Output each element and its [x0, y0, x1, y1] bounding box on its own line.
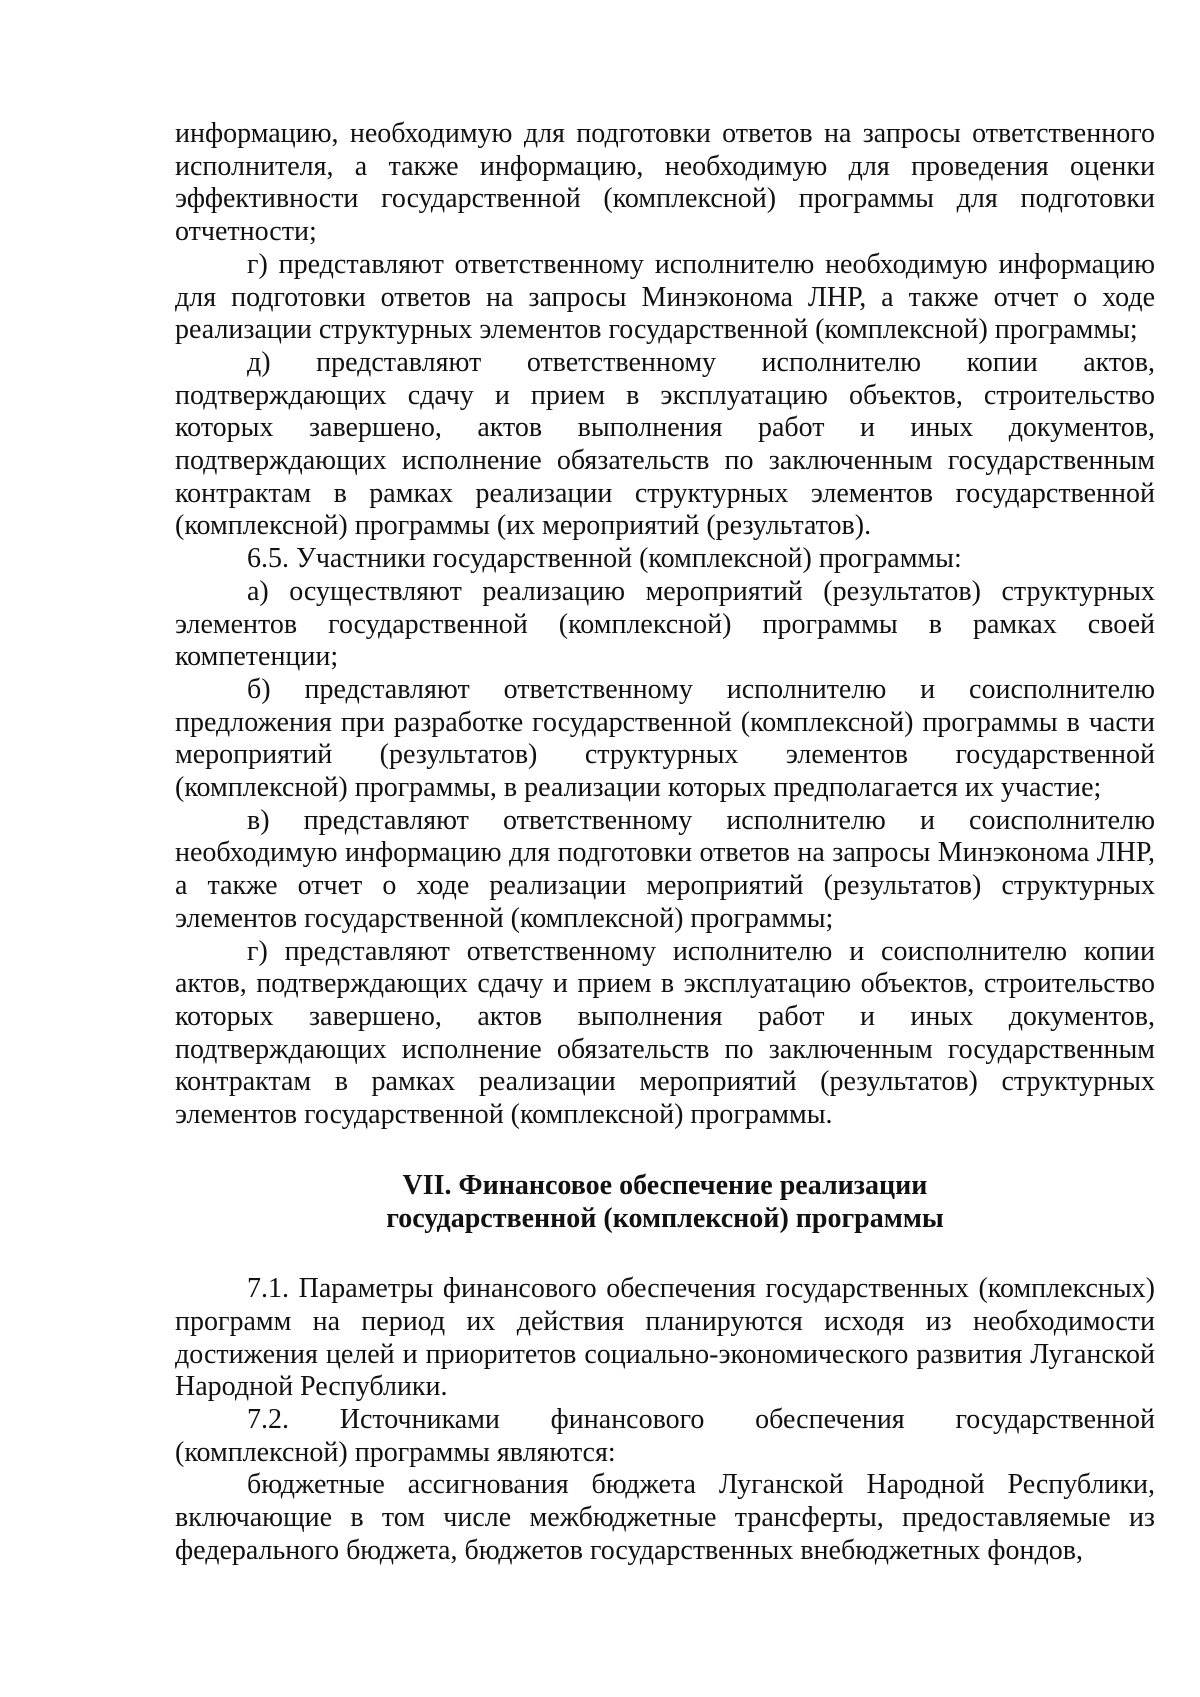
- paragraph-7-2: 7.2. Источниками финансового обеспечения государственной (комплексной) программы являются:: [175, 1404, 1155, 1468]
- paragraph-item-g: г) представляют ответственному исполнителю необходимую информацию для подготовки ответов на запросы Минэконома ЛНР, а также отчет о ходе реализации структурных элементов государственной (комплексной) программы;: [175, 248, 1155, 346]
- paragraph-6-5-item-v: в) представляют ответственному исполнителю и соисполнителю необходимую информацию для подготовки ответов на запросы Минэконома ЛНР, а также отчет о ходе реализации мероприятий (результатов) структурных элементов государственной (комплексной) программы;: [175, 804, 1155, 934]
- document-page: [175, 118, 1155, 1568]
- paragraph-6-5: 6.5. Участники государственной (комплексной) программы:: [247, 543, 962, 575]
- section-heading-line-1: VII. Финансовое обеспечение реализации: [402, 1169, 928, 1201]
- section-heading-line-2: государственной (комплексной) программы: [386, 1202, 944, 1234]
- paragraph-budget-sources: бюджетные ассигнования бюджета Луганской Народной Республики, включающие в том числе межбюджетные трансферты, предоставляемые из федерального бюджета, бюджетов государственных внебюджетных фондов,: [175, 1469, 1155, 1566]
- paragraph-continuation: информацию, необходимую для подготовки ответов на запросы ответственного исполнителя, а также информацию, необходимую для проведения оценки эффективности государственной (комплексной) программы для подготовки отчетности;: [175, 118, 1155, 248]
- paragraph-6-5-item-g: г) представляют ответственному исполнителю и соисполнителю копии актов, подтверждающих сдачу и прием в эксплуатацию объектов, строительство которых завершено, актов выполнения работ и иных документов, подтверждающих исполнение обязательств по заключенным государственным контрактам в рамках реализации мероприятий (результатов) структурных элементов государственной (комплексной) программы.: [175, 935, 1155, 1131]
- paragraph-6-5-item-a: а) осуществляют реализацию мероприятий (результатов) структурных элементов государственной (комплексной) программы в рамках своей компетенции;: [175, 575, 1155, 673]
- paragraph-6-5-item-b: б) представляют ответственному исполнителю и соисполнителю предложения при разработке государственной (комплексной) программы в части мероприятий (результатов) структурных элементов государственной (комплексной) программы, в реализации которых предполагается их участие;: [175, 673, 1155, 804]
- paragraph-item-d: д) представляют ответственному исполнителю копии актов, подтверждающих сдачу и прием в эксплуатацию объектов, строительство которых завершено, актов выполнения работ и иных документов, подтверждающих исполнение обязательств по заключенным государственным контрактам в рамках реализации структурных элементов государственной (комплексной) программы (их мероприятий (результатов).: [175, 346, 1155, 542]
- paragraph-7-1: 7.1. Параметры финансового обеспечения государственных (комплексных) программ на период их действия планируются исходя из необходимости достижения целей и приоритетов социально-экономического развития Луганской Народной Республики.: [175, 1273, 1155, 1403]
- section-heading: [175, 1170, 1155, 1235]
